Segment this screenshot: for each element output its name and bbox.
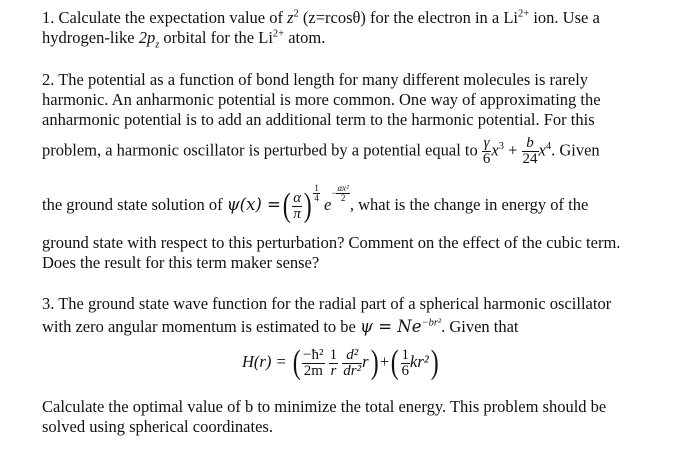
- p2-line6: ground state with respect to this perturbation? Comment on the effect of the cubic term.: [42, 233, 621, 252]
- p2-psi: ψ(x) =: [226, 195, 281, 214]
- p2-quarter: [313, 182, 320, 203]
- p1-text-f: atom.: [284, 28, 326, 47]
- p3-plus: +: [379, 352, 390, 371]
- p2-line4: [42, 136, 600, 167]
- p1-line2: [42, 28, 326, 51]
- p2-quart: 4: [545, 140, 552, 152]
- p3-kr2: kr²: [410, 352, 429, 371]
- p2-alpha: α: [293, 189, 302, 206]
- p3-text-a: with zero angular momentum is estimated to be: [42, 317, 361, 336]
- p3-half-num: 1: [401, 346, 409, 363]
- p3-lparen2: (: [390, 344, 399, 382]
- p3-text-b: . Given that: [441, 317, 519, 336]
- p3-d2: d²: [346, 346, 359, 363]
- p3-psi: ψ = Ne: [360, 317, 422, 336]
- p2-exp-den: 2: [336, 193, 349, 203]
- p3-rparen1: ): [370, 344, 379, 382]
- p3-six: 6: [401, 362, 409, 379]
- p2-text-b: . Given: [551, 140, 600, 160]
- p2-exp-num: αx²: [337, 182, 349, 193]
- p3-rparen2: ): [430, 344, 439, 382]
- p3-one: 1: [329, 346, 338, 363]
- p1-text-d: hydrogen-like: [42, 28, 139, 47]
- p2-line5: [42, 182, 589, 225]
- p3-hbar: −ħ²: [303, 346, 324, 363]
- p3-1r-frac: [329, 348, 339, 379]
- p2-alpha-pi: [292, 191, 302, 222]
- p1-text-a: 1. Calculate the expectation value of: [42, 8, 288, 27]
- p2-plus: +: [508, 140, 518, 160]
- p2-cube: 3: [498, 140, 504, 152]
- p2-exp-minus: −: [331, 187, 337, 198]
- p1-text-e: orbital for the Li: [159, 28, 273, 47]
- p3-line4: solved using spherical coordinates.: [42, 417, 273, 436]
- p1-z: z: [287, 8, 294, 27]
- p2-quarter-den: 4: [314, 192, 319, 203]
- p3-sixth-frac: [401, 348, 411, 379]
- p2-text-d: , what is the change in energy of the: [349, 195, 589, 214]
- p2-24: 24: [522, 151, 538, 167]
- p2-text-c: the ground state solution of: [42, 195, 227, 214]
- p2-b-frac: [522, 136, 539, 167]
- p3-hbar-frac: [302, 348, 324, 379]
- p2-gamma: γ: [483, 135, 490, 151]
- p3-r-term: r: [362, 352, 369, 371]
- p2-e: e: [324, 195, 332, 214]
- p2-line3: anharmonic potential is to add an additional term to the harmonic potential. For this: [42, 110, 595, 129]
- p3-dr2: dr²: [343, 362, 362, 379]
- p3-line3: Calculate the optimal value of b to minimize the total energy. This problem should be: [42, 397, 607, 416]
- p3-deriv-frac: [342, 348, 362, 379]
- p1-text-b: (z=rcosθ) for the electron in a Li: [298, 8, 519, 27]
- p1-text-c: ion. Use a: [529, 8, 600, 27]
- p3-line2: [42, 317, 519, 337]
- p3-r: r: [330, 362, 337, 379]
- p2-gamma-frac: [482, 136, 492, 167]
- p2-lparen: (: [282, 187, 291, 225]
- p2-text-a: problem, a harmonic oscillator is perturbed by a potential equal to: [42, 140, 482, 160]
- p2-line1: 2. The potential as a function of bond length for many different molecules is rarely: [42, 70, 589, 89]
- p3-2m: 2m: [303, 362, 323, 379]
- p2-six: 6: [482, 151, 491, 167]
- p3-line1: 3. The ground state wave function for the radial part of a spherical harmonic oscillator: [42, 294, 612, 313]
- p1-ion-charge: 2+: [518, 8, 530, 20]
- p3-psi-exp: −br²: [421, 317, 442, 329]
- p1-line1: [42, 8, 600, 28]
- p2-b: b: [526, 135, 534, 151]
- p2-x4: x: [538, 140, 546, 160]
- p2-rparen: ): [303, 187, 312, 225]
- p1-ion-charge-2: 2+: [272, 28, 285, 40]
- p2-exp: [331, 182, 350, 203]
- p2-x3: x: [491, 140, 499, 160]
- p1-z-exp: 2: [293, 8, 299, 20]
- p3-hamiltonian: [242, 344, 440, 380]
- p2-line7: Does the result for this term maker sense?: [42, 253, 320, 272]
- p3-lparen1: (: [292, 344, 301, 382]
- p1-orbital-sub: z: [155, 39, 160, 51]
- p2-pi: π: [293, 205, 301, 222]
- p2-line2: harmonic. An anharmonic potential is more common. One way of approximating the: [42, 90, 601, 109]
- p1-orbital: 2p: [138, 28, 156, 47]
- p2-quarter-num: 1: [314, 182, 319, 193]
- p3-H: H(r) =: [242, 352, 287, 371]
